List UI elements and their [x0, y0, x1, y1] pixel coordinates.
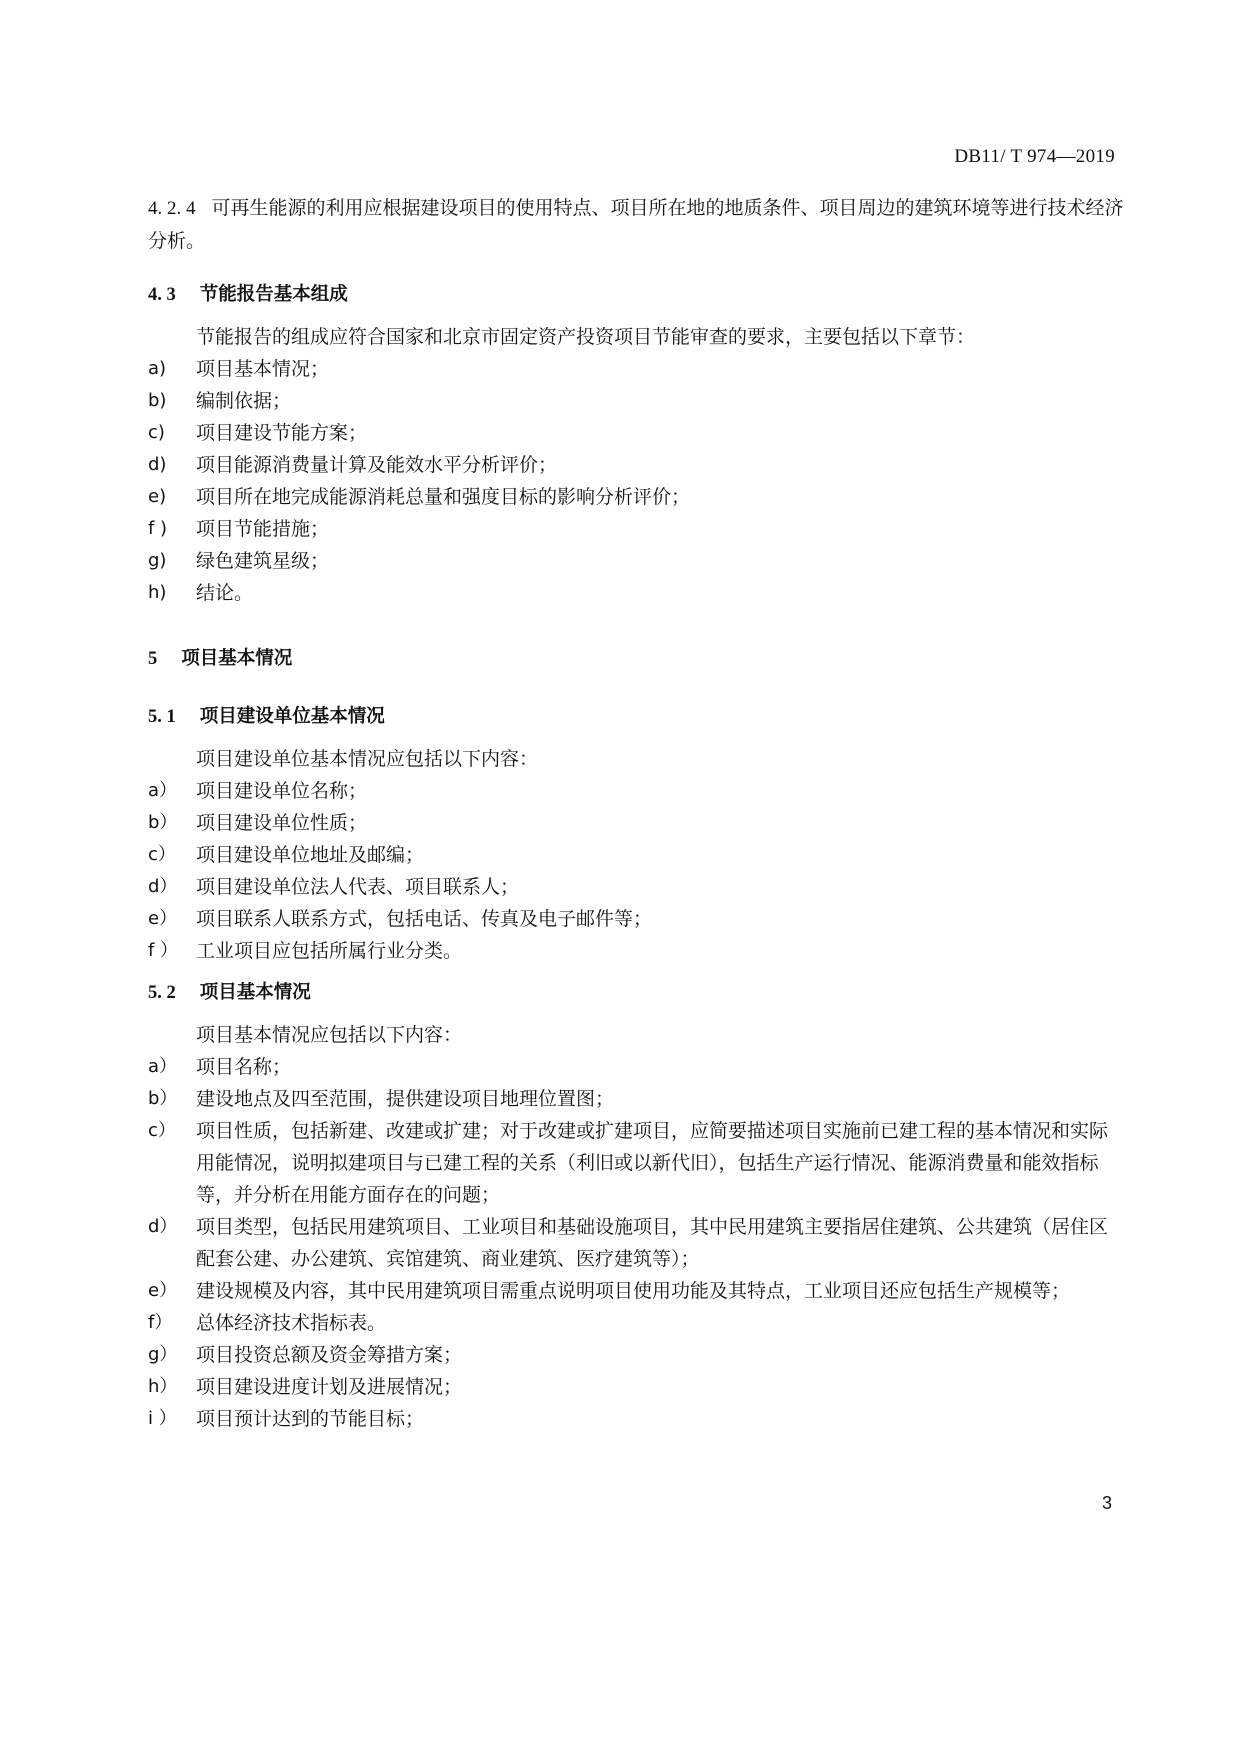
- list-text: 项目建设单位性质；: [196, 812, 368, 834]
- list-item: [148, 1211, 1126, 1275]
- list-text: 项目所在地完成能源消耗总量和强度目标的影响分析评价；: [196, 486, 691, 508]
- list-text: 项目建设进度计划及进展情况；: [196, 1376, 463, 1398]
- section-4-3-intro: 节能报告的组成应符合国家和北京市固定资产投资项目节能审查的要求，主要包括以下章节：: [196, 326, 976, 348]
- list-item: [148, 903, 1126, 935]
- list-item: [148, 1307, 1126, 1339]
- section-number: 5. 1: [148, 707, 176, 727]
- list-label: d): [148, 454, 167, 475]
- list-label: f ）: [148, 940, 179, 961]
- section-5-2-heading: [148, 977, 1126, 1009]
- list-text: 项目能源消费量计算及能效水平分析评价；: [196, 454, 558, 476]
- list-label: h): [148, 582, 167, 603]
- list-label: h）: [148, 1376, 178, 1397]
- list-text: 建设规模及内容，其中民用建筑项目需重点说明项目使用功能及其特点，工业项目还应包括生产规模等；: [196, 1280, 1071, 1302]
- list-text: 项目节能措施；: [196, 518, 330, 540]
- section-5-1-list: [148, 775, 1126, 967]
- list-label: a）: [148, 1056, 178, 1077]
- section-5-2-intro: 项目基本情况应包括以下内容：: [196, 1024, 463, 1046]
- document-body: [148, 192, 1126, 1435]
- section-5-heading: [148, 643, 1126, 675]
- list-label: g）: [148, 1344, 178, 1365]
- list-item: [148, 481, 1126, 513]
- list-item: [148, 871, 1126, 903]
- list-label: d）: [148, 1216, 178, 1237]
- list-item: [148, 807, 1126, 839]
- list-text: 绿色建筑星级；: [196, 550, 330, 572]
- list-item: [148, 775, 1126, 807]
- list-text: 项目名称；: [196, 1056, 292, 1078]
- section-5-1-intro: 项目建设单位基本情况应包括以下内容：: [196, 748, 539, 770]
- list-text: 项目建设单位法人代表、项目联系人；: [196, 876, 520, 898]
- list-text: 项目联系人联系方式，包括电话、传真及电子邮件等；: [196, 908, 653, 930]
- list-item: [148, 1339, 1126, 1371]
- section-number: 4. 3: [148, 285, 176, 305]
- list-item: [148, 935, 1126, 967]
- list-text: 项目预计达到的节能目标；: [196, 1408, 425, 1430]
- section-title: 项目基本情况: [199, 982, 311, 1003]
- list-item: [148, 417, 1126, 449]
- list-label: c): [148, 422, 165, 443]
- section-title: 项目基本情况: [181, 648, 293, 669]
- standard-code: DB11/ T 974—2019: [954, 146, 1115, 167]
- list-label: a）: [148, 780, 178, 801]
- list-item: [148, 449, 1126, 481]
- list-label: b）: [148, 1088, 178, 1109]
- list-label: c）: [148, 1120, 176, 1141]
- list-text: 项目投资总额及资金筹措方案；: [196, 1344, 463, 1366]
- list-label: d）: [148, 876, 178, 897]
- list-item: [148, 839, 1126, 871]
- list-label: e）: [148, 908, 178, 929]
- list-text: 项目建设单位地址及邮编；: [196, 844, 425, 866]
- list-label: b）: [148, 812, 178, 833]
- list-item: [148, 385, 1126, 417]
- list-text: 项目建设单位名称；: [196, 780, 368, 802]
- list-item: [148, 1371, 1126, 1403]
- section-title: 项目建设单位基本情况: [199, 706, 385, 727]
- list-label: i ）: [148, 1408, 177, 1429]
- list-text: 项目类型，包括民用建筑项目、工业项目和基础设施项目，其中民用建筑主要指居住建筑、公共建筑（居住区配套公建、办公建筑、宾馆建筑、商业建筑、医疗建筑等）；: [196, 1216, 1109, 1270]
- section-5-2-list: [148, 1051, 1126, 1435]
- list-item: [148, 577, 1126, 609]
- list-text: 总体经济技术指标表。: [196, 1312, 387, 1334]
- list-label: b): [148, 390, 167, 411]
- list-item: [148, 1403, 1126, 1435]
- section-4-3-list: [148, 353, 1126, 609]
- section-number: 5: [148, 649, 158, 669]
- clause-4-2-4: [148, 192, 1126, 257]
- list-text: 编制依据；: [196, 390, 292, 412]
- list-item: [148, 513, 1126, 545]
- list-label: e): [148, 486, 167, 507]
- list-label: g): [148, 550, 167, 571]
- list-label: e）: [148, 1280, 178, 1301]
- clause-number: 4. 2. 4: [148, 198, 196, 219]
- list-text: 结论。: [196, 582, 254, 604]
- list-label: a): [148, 358, 167, 379]
- list-item: [148, 1051, 1126, 1083]
- list-text: 工业项目应包括所属行业分类。: [196, 940, 463, 962]
- list-item: [148, 1275, 1126, 1307]
- section-number: 5. 2: [148, 983, 176, 1003]
- list-label: f）: [148, 1312, 173, 1333]
- section-5-1-heading: [148, 701, 1126, 733]
- list-text: 项目基本情况；: [196, 358, 330, 380]
- list-text: 项目性质，包括新建、改建或扩建；对于改建或扩建项目，应简要描述项目实施前已建工程的基本情况和实际用能情况，说明拟建项目与已建工程的关系（利旧或以新代旧），包括生产运行情况、能源消费量和能效指标等，并分析在用能方面存在的问题；: [196, 1120, 1109, 1206]
- clause-text: 可再生能源的利用应根据建设项目的使用特点、项目所在地的地质条件、项目周边的建筑环境等进行技术经济分析。: [148, 197, 1124, 252]
- section-4-3-heading: [148, 279, 1126, 311]
- page-number: 3: [1101, 1493, 1112, 1513]
- list-label: f ): [148, 518, 168, 539]
- list-text: 项目建设节能方案；: [196, 422, 368, 444]
- list-item: [148, 353, 1126, 385]
- list-label: c）: [148, 844, 176, 865]
- section-title: 节能报告基本组成: [199, 284, 348, 305]
- list-item: [148, 1115, 1126, 1211]
- list-item: [148, 1083, 1126, 1115]
- list-item: [148, 545, 1126, 577]
- list-text: 建设地点及四至范围，提供建设项目地理位置图；: [196, 1088, 615, 1110]
